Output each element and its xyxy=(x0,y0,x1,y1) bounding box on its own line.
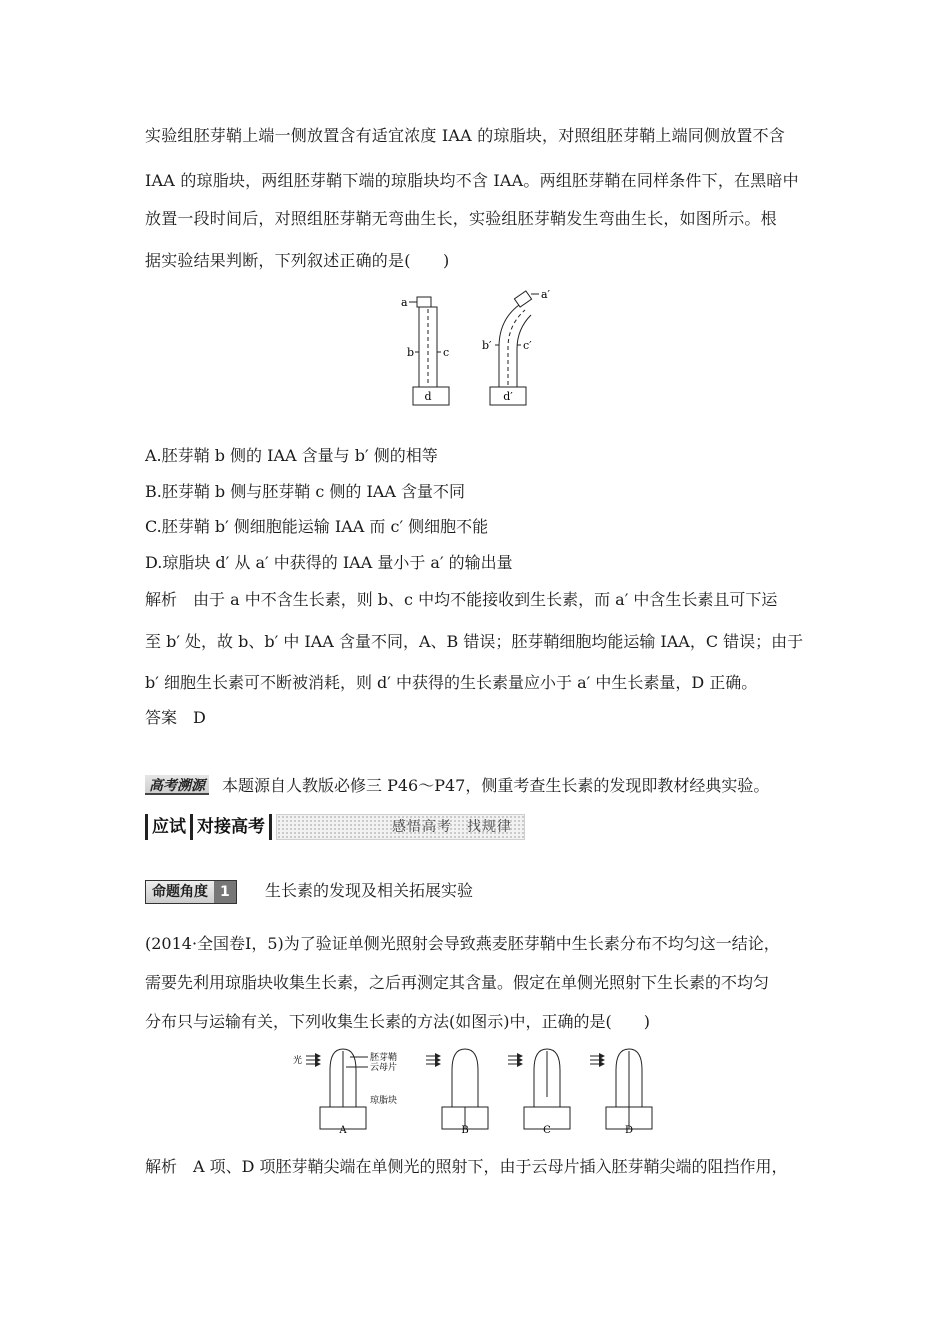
section-banner xyxy=(145,814,525,840)
label-A: A xyxy=(339,1125,347,1135)
agar-block-a-prime xyxy=(514,291,531,307)
coleoptile-bent-left xyxy=(499,305,519,387)
label-a: a xyxy=(401,296,408,309)
label-B: B xyxy=(461,1125,469,1135)
proposition-angle-badge xyxy=(145,880,237,904)
label-d: d xyxy=(424,390,432,403)
q1-stem-line-3: 放置一段时间后，对照组胚芽鞘无弯曲生长，实验组胚芽鞘发生弯曲生长，如图所示。根 xyxy=(145,209,777,228)
option-b: B.胚芽鞘 b 侧与胚芽鞘 c 侧的 IAA 含量不同 xyxy=(145,482,465,501)
banner-title-part2: 对接高考 xyxy=(197,817,265,837)
label-d-prime: d′ xyxy=(503,390,513,403)
coleoptile-b xyxy=(452,1049,478,1107)
label-C: C xyxy=(543,1125,551,1135)
q1-stem-line-2: IAA 的琼脂块，两组胚芽鞘下端的琼脂块均不含 IAA。两组胚芽鞘在同样条件下，在黑暗中 xyxy=(145,171,799,190)
label-c: c xyxy=(443,346,450,359)
option-a: A.胚芽鞘 b 侧的 IAA 含量与 b′ 侧的相等 xyxy=(145,446,438,465)
label-b: b xyxy=(407,346,415,359)
label-b-prime: b′ xyxy=(482,339,492,352)
option-c: C.胚芽鞘 b′ 侧细胞能运输 IAA 而 c′ 侧细胞不能 xyxy=(145,517,489,536)
angle-label: 命题角度 xyxy=(146,881,214,903)
q1-stem-line-4: 据实验结果判断，下列叙述正确的是( ) xyxy=(145,251,450,270)
q1-analysis-line-1: 解析 由于 a 中不含生长素，则 b、c 中均不能接收到生长素，而 a′ 中含生长素且可下运 xyxy=(145,590,778,609)
q1-answer: 答案 D xyxy=(145,708,206,727)
label-D: D xyxy=(624,1125,634,1135)
label-a-prime: a′ xyxy=(541,288,551,301)
option-d: D.琼脂块 d′ 从 a′ 中获得的 IAA 量小于 a′ 的输出量 xyxy=(145,553,513,572)
auxin-collection-figure xyxy=(290,1045,670,1135)
q1-stem-line-1: 实验组胚芽鞘上端一侧放置含有适宜浓度 IAA 的琼脂块，对照组胚芽鞘上端同侧放置不含 xyxy=(145,126,786,145)
q2-analysis-line-1: 解析 A 项、D 项胚芽鞘尖端在单侧光的照射下，由于云母片插入胚芽鞘尖端的阻挡作用， xyxy=(145,1157,788,1176)
q1-analysis-line-2: 至 b′ 处，故 b、b′ 中 IAA 含量不同，A、B 错误；胚芽鞘细胞均能运输 IAA，C 错误；由于 xyxy=(145,632,804,651)
label-c-prime: c′ xyxy=(523,339,532,352)
agar-block-a xyxy=(417,297,431,307)
banner-subtitle: 感悟高考 找规律 xyxy=(276,814,525,840)
label-agar: 琼脂块 xyxy=(370,1096,398,1106)
source-text: 本题源自人教版必修三 P46～P47，侧重考查生长素的发现即教材经典实验。 xyxy=(222,776,770,795)
q2-stem-line-2: 需要先利用琼脂块收集生长素，之后再测定其含量。假定在单侧光照射下生长素的不均匀 xyxy=(145,973,770,992)
source-tag: 高考溯源 xyxy=(145,775,209,795)
q1-analysis-line-3: b′ 细胞生长素可不断被消耗，则 d′ 中获得的生长素量应小于 a′ 中生长素量，D 正确。 xyxy=(145,673,758,692)
label-light: 光 xyxy=(293,1056,303,1066)
coleoptile-experiment-figure xyxy=(395,285,565,410)
angle-title: 生长素的发现及相关拓展实验 xyxy=(265,881,474,900)
q2-stem-line-1: (2014·全国卷Ⅰ，5)为了验证单侧光照射会导致燕麦胚芽鞘中生长素分布不均匀这一结论， xyxy=(145,934,780,953)
banner-divider xyxy=(269,814,272,840)
q2-stem-line-3: 分布只与运输有关，下列收集生长素的方法(如图示)中，正确的是( ) xyxy=(145,1012,650,1031)
label-mica: 云母片 xyxy=(370,1063,398,1073)
angle-number: 1 xyxy=(214,881,236,903)
banner-title-part1: 应试 xyxy=(152,817,186,837)
label-coleoptile: 胚芽鞘 xyxy=(370,1053,398,1063)
